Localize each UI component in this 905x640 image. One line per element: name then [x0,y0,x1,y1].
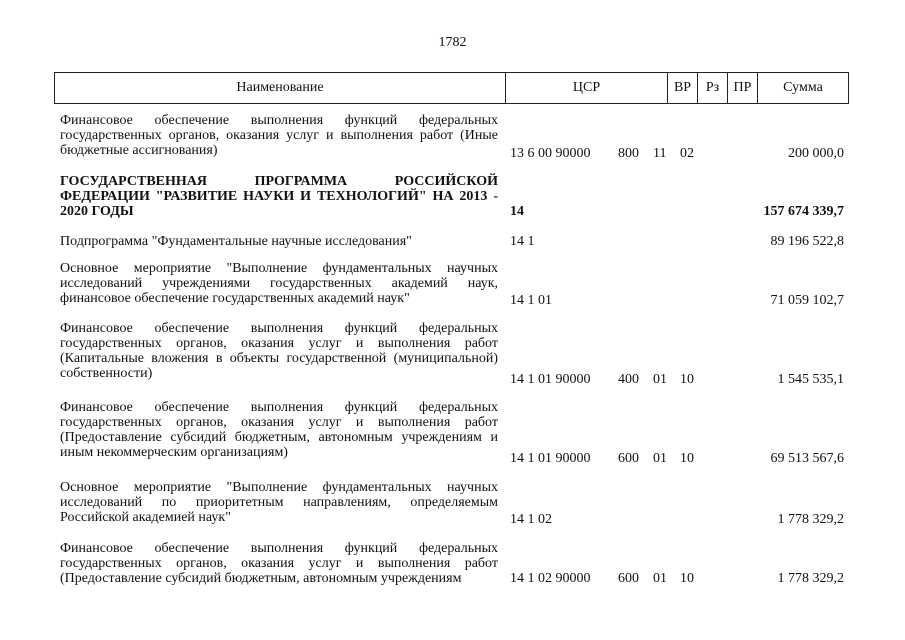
row-csr: 13 6 00 90000 [510,146,591,161]
row-sum: 1 545 535,1 [777,372,844,387]
row-name: Финансовое обеспечение выполнения функций федеральных государственных органов, оказания услуг и выполнения работ (Иные бюджетные ассигнования) [60,113,498,158]
row-name: Финансовое обеспечение выполнения функций федеральных государственных органов, оказания услуг и выполнения работ (Предоставление субсидий бюджетным, автономным учреждениям [60,541,498,586]
row-vr: 400 [618,372,639,387]
row-pr: 10 [680,451,694,466]
row-rz: 01 [653,372,667,387]
header-csr: ЦСР [506,73,668,103]
row-name: Финансовое обеспечение выполнения функций федеральных государственных органов, оказания услуг и выполнения работ (Капитальные вложения в объекты государственной (муниципальной) собственности) [60,321,498,381]
row-vr: 600 [618,451,639,466]
row-sum: 71 059 102,7 [770,293,844,308]
row-vr: 600 [618,571,639,586]
row-name: ГОСУДАРСТВЕННАЯ ПРОГРАММА РОССИЙСКОЙ ФЕДЕРАЦИИ "РАЗВИТИЕ НАУКИ И ТЕХНОЛОГИЙ" НА 2013 - 2020 ГОДЫ [60,174,498,219]
row-csr: 14 1 02 [510,512,552,527]
row-sum: 200 000,0 [788,146,844,161]
row-sum: 1 778 329,2 [777,512,844,527]
row-name: Финансовое обеспечение выполнения функций федеральных государственных органов, оказания услуг и выполнения работ (Предоставление субсидий бюджетным, автономным учреждениям и иным некоммерческим организациям) [60,400,498,460]
page-number: 1782 [438,35,467,50]
row-name: Подпрограмма "Фундаментальные научные исследования" [60,234,412,249]
row-rz: 01 [653,451,667,466]
row-sum: 157 674 339,7 [763,204,844,219]
row-name: Основное мероприятие "Выполнение фундаментальных научных исследований учреждениями государственных академий наук, финансовое обеспечение государственных академий наук" [60,261,498,306]
row-csr: 14 1 [510,234,535,249]
row-sum: 89 196 522,8 [770,234,844,249]
row-csr: 14 1 02 90000 [510,571,591,586]
row-rz: 01 [653,571,667,586]
row-pr: 10 [680,372,694,387]
row-csr: 14 1 01 90000 [510,372,591,387]
row-csr: 14 1 01 90000 [510,451,591,466]
header-rz: Рз [698,73,728,103]
row-rz: 11 [653,146,667,161]
row-csr: 14 1 01 [510,293,552,308]
header-vr: ВР [668,73,698,103]
table-header [54,72,849,104]
row-sum: 1 778 329,2 [777,571,844,586]
row-vr: 800 [618,146,639,161]
header-name: Наименование [54,73,506,103]
row-sum: 69 513 567,6 [770,451,844,466]
row-csr: 14 [510,204,524,219]
row-pr: 02 [680,146,694,161]
header-pr: ПР [728,73,758,103]
header-sum: Сумма [758,73,849,103]
row-name: Основное мероприятие "Выполнение фундаментальных научных исследований по приоритетным направлениям, определяемым Российской академией наук" [60,480,498,525]
row-pr: 10 [680,571,694,586]
